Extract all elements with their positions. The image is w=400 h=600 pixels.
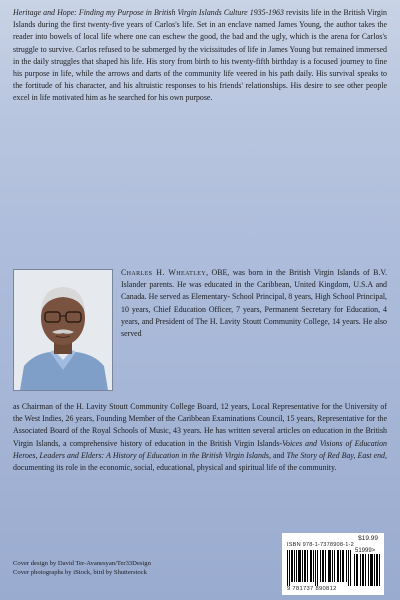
bio-closing: , documenting its role in the economic, social, educational, physical and spiritual life of the community.	[13, 450, 387, 473]
author-bio-continued	[13, 401, 387, 474]
bio-intro-text: , OBE, was born in the British Virgin Islands of B.V. Islander parents. He was educated in the Caribbean, United Kingdom, U.S.A and Canada. He served as Elementary- School Principal, 8 years, High School Principal, 10 years, Chief Education Officer, 7 years, Permanent Secretary for Education, 4 years, and President of The H. Lavity Stoutt Community College, 14 years. He also served	[121, 268, 387, 339]
blurb-text: revisits life in the British Virgin Islands during the first twenty-five years of Carlos's life. Set in an enclave named James Young, the author takes the reader into bowels of local life where one can eschew the good, the bad and the ugly, which is the arena for Carlos's struggle to survive. Carlos refused to be submerged by the vicissitudes of life in James Young but remained immersed in the daily struggles that shaped his life. His story from birth to his twenty-fifth birthday is a focused journey to fine his purpose in life, while the arrows and darts of the community life veered in his path daily. His survival speaks to the fortitude of his character, and his altruistic responses to his friends' relationships. His desire to see other people excel in life motivated him as he searched for his own purpose.	[13, 8, 387, 103]
price-label: $19.99	[358, 535, 378, 542]
book-title-red-bay: The Story of Red Bay, East end	[286, 450, 386, 460]
credit-photos: Cover photographs by iStock, bird by Shutterstock	[13, 569, 147, 576]
author-bio-intro	[121, 267, 387, 340]
addon-price-code: 51999>	[355, 548, 376, 554]
credit-design: Cover design by David Ter-Avanesyan/Ter33Design	[13, 560, 151, 567]
barcode-panel	[282, 533, 384, 595]
author-photo	[13, 269, 113, 391]
author-portrait-image	[14, 270, 112, 390]
price-addon-barcode	[354, 554, 380, 586]
cover-credits	[13, 559, 151, 577]
author-name: Charles H. Wheatley	[121, 268, 207, 277]
blurb-paragraph	[13, 7, 387, 105]
book-title-history: Voices and Visions of Education Heroes, Leaders and Elders: A History of Education in the British Virgin Islands	[13, 438, 387, 460]
isbn-label: ISBN 978-1-7378908-1-2	[287, 542, 354, 548]
ean-barcode	[287, 550, 351, 586]
bio-rest-text: as Chairman of the H. Lavity Stoutt Community College Board, 12 years, Local Representative for the University of the West Indies, 26 years, Founding Member of the Caribbean Examinations Council, 15 years, Representative for the Associated Board of the Royal Schools of Music, 43 years. He has written several articles on education in the British Virgin Islands, a comprehensive history of education in the British Virgin Islands-	[13, 402, 387, 448]
book-title: Heritage and Hope: Finding my Purpose in British Virgin Islands Culture 1935-1963	[13, 8, 284, 17]
bio-and: , and	[268, 450, 287, 460]
ean-number: 9 781737 890812	[287, 586, 337, 592]
